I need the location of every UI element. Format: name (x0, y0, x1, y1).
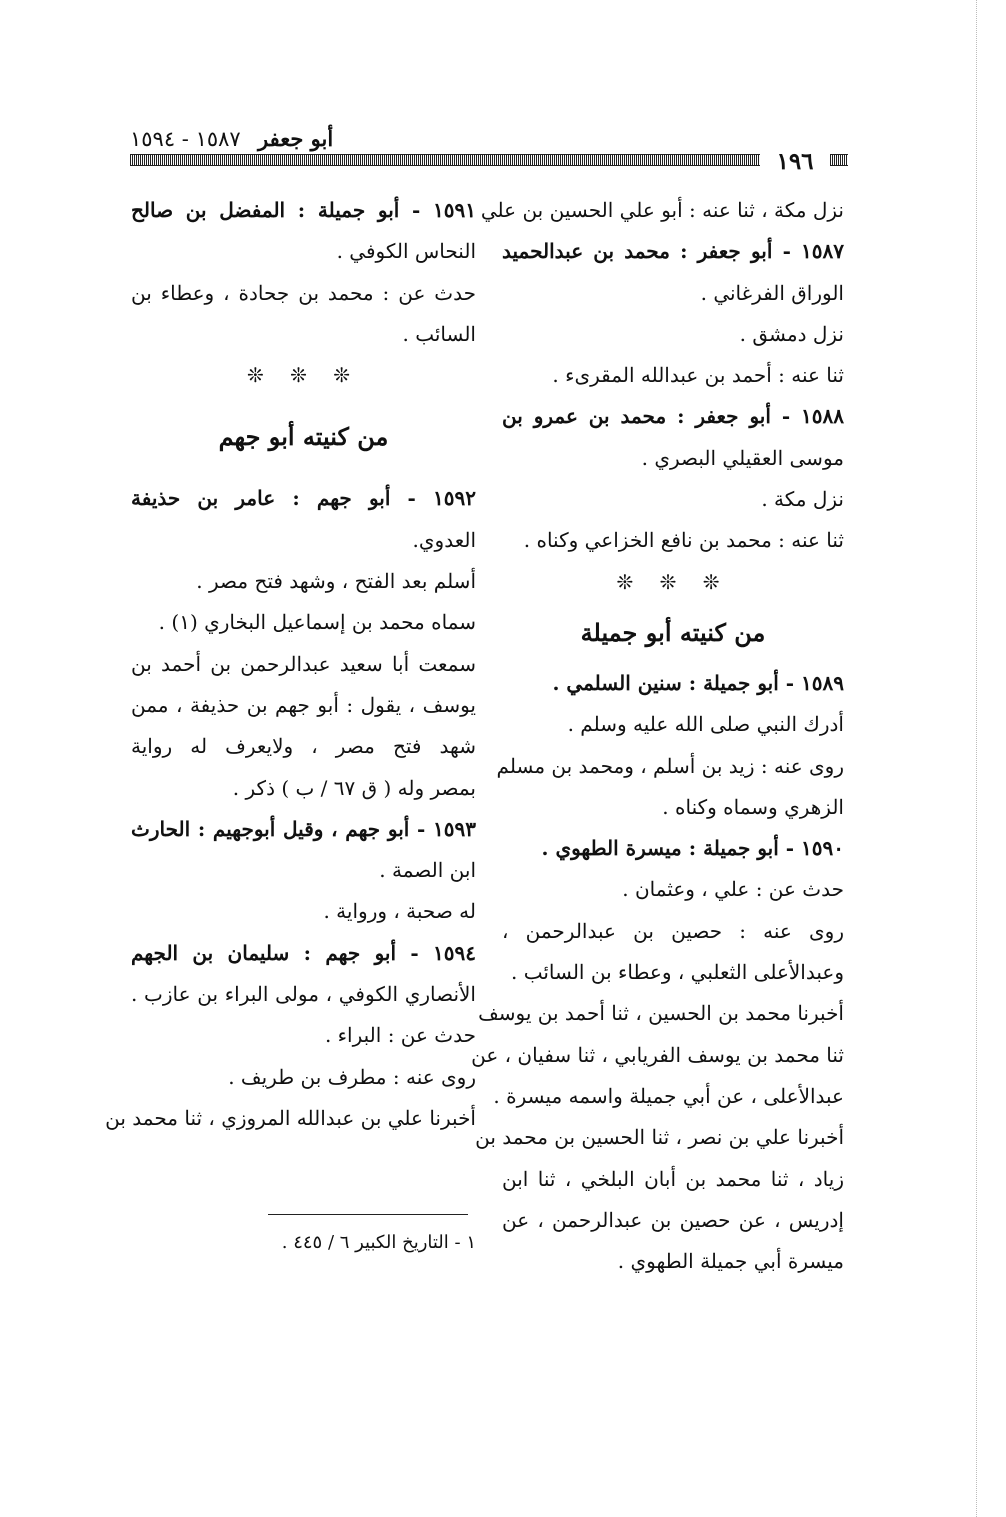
entry-heading-line: ١٥٩١ - أبو جميلة : المفضل بن صالح (131, 198, 476, 222)
right-column (468, 190, 844, 1282)
entry-heading-line: ١٥٩٣ - أبو جهم ، وقيل أبوجهيم : الحارث (131, 816, 476, 841)
footnote-divider (268, 1214, 468, 1215)
entry-heading-line: ١٥٩٢ - أبو جهم : عامر بن حذيفة (131, 486, 476, 511)
page-number: ١٩٦ (776, 148, 814, 175)
text-line: أسلم بعد الفتح ، وشهد فتح مصر . (196, 569, 476, 594)
text-line: موسى العقيلي البصري . (641, 445, 844, 470)
text-line: النحاس الكوفي . (336, 239, 476, 264)
entry-heading-line: ١٥٩٠ - أبو جميلة : ميسرة الطهوي . (541, 836, 844, 861)
text-line: سمعت أبا سعيد عبدالرحمن بن أحمد بن (131, 651, 476, 676)
section-separator: ❊ ❊ ❊ (616, 569, 730, 594)
text-line: روى عنه : حصين بن عبدالرحمن ، (502, 918, 844, 943)
text-line: نزل دمشق . (739, 321, 844, 346)
text-line: شهد فتح مصر ، ولايعرف له رواية (131, 734, 476, 759)
text-line: حدث عن : محمد بن جحادة ، وعطاء بن (131, 280, 476, 305)
text-line: نزل مكة ، ثنا عنه : أبو علي الحسين بن علي . (468, 198, 844, 222)
text-line: روى عنه : زيد بن أسلم ، ومحمد بن مسلم (496, 753, 844, 778)
text-line: زياد ، ثنا محمد بن أبان البلخي ، ثنا ابن (502, 1166, 844, 1191)
text-line: العدوي. (412, 527, 476, 552)
footnote: ١ - التاريخ الكبير ٦ / ٤٤٥ . (281, 1232, 476, 1253)
text-line: له صحبة ، ورواية . (323, 899, 476, 924)
scan-edge-line (976, 0, 977, 1517)
left-column (105, 190, 476, 1139)
entry-heading-line: ١٥٨٨ - أبو جعفر : محمد بن عمرو بن (502, 404, 844, 429)
running-title: أبو جعفر (258, 126, 334, 151)
section-heading: من كنيته أبو جميلة (580, 617, 766, 647)
text-line: أخبرنا علي بن نصر ، ثنا الحسين بن محمد بن (475, 1125, 844, 1150)
text-line: ميسرة أبي جميلة الطهوي . (617, 1249, 844, 1274)
text-line: الزهري وسماه وكناه . (662, 794, 844, 819)
section-separator: ❊ ❊ ❊ (247, 363, 360, 388)
text-line: ثنا عنه : أحمد بن عبدالله المقرىء . (552, 363, 844, 388)
entry-heading-line: ١٥٨٩ - أبو جميلة : سنين السلمي . (552, 670, 844, 695)
text-line: أدرك النبي صلى الله عليه وسلم . (567, 712, 844, 737)
text-line: ثنا عنه : محمد بن نافع الخزاعي وكناه . (523, 528, 844, 553)
hatched-rule-right (830, 154, 848, 166)
text-line: حدث عن : علي ، وعثمان . (622, 877, 844, 902)
section-heading: من كنيته أبو جهم (218, 422, 389, 452)
text-line: إدريس ، عن حصين بن عبدالرحمن ، عن (502, 1207, 844, 1232)
text-line: حدث عن : البراء . (324, 1023, 476, 1048)
entry-heading-line: ١٥٨٧ - أبو جعفر : محمد بن عبدالحميد (502, 239, 844, 264)
text-line: ثنا محمد بن يوسف الفريابي ، ثنا سفيان ، عن (471, 1042, 844, 1067)
text-line: أخبرنا محمد بن الحسين ، ثنا أحمد بن يوسف (478, 1001, 844, 1026)
text-line: أخبرنا علي بن عبدالله المروزي ، ثنا محمد بن (105, 1105, 476, 1130)
hatched-rule-left (130, 154, 760, 166)
text-line: وعبدالأعلى الثعلبي ، وعطاء بن السائب . (510, 960, 844, 985)
text-line: يوسف ، يقول : أبو جهم بن حذيفة ، ممن (131, 692, 476, 717)
entry-heading-line: ١٥٩٤ - أبو جهم : سليمان بن الجهم (131, 940, 476, 965)
text-line: بمصر وله ( ق ٦٧ / ب ) ذكر . (232, 775, 476, 800)
text-line: نزل مكة . (761, 487, 844, 512)
text-line: الوراق الفرغاني . (700, 280, 844, 305)
text-line: روى عنه : مطرف بن طريف . (228, 1064, 476, 1089)
text-line: السائب . (402, 321, 476, 346)
text-line: الأنصاري الكوفي ، مولى البراء بن عازب . (131, 982, 476, 1007)
entry-range: ١٥٨٧ - ١٥٩٤ (130, 127, 241, 151)
text-line: ابن الصمة . (379, 858, 476, 883)
text-line: سماه محمد بن إسماعيل البخاري (١) . (158, 610, 476, 635)
header-rule (130, 148, 848, 175)
text-line: عبدالأعلى ، عن أبي جميلة واسمه ميسرة . (493, 1083, 844, 1108)
